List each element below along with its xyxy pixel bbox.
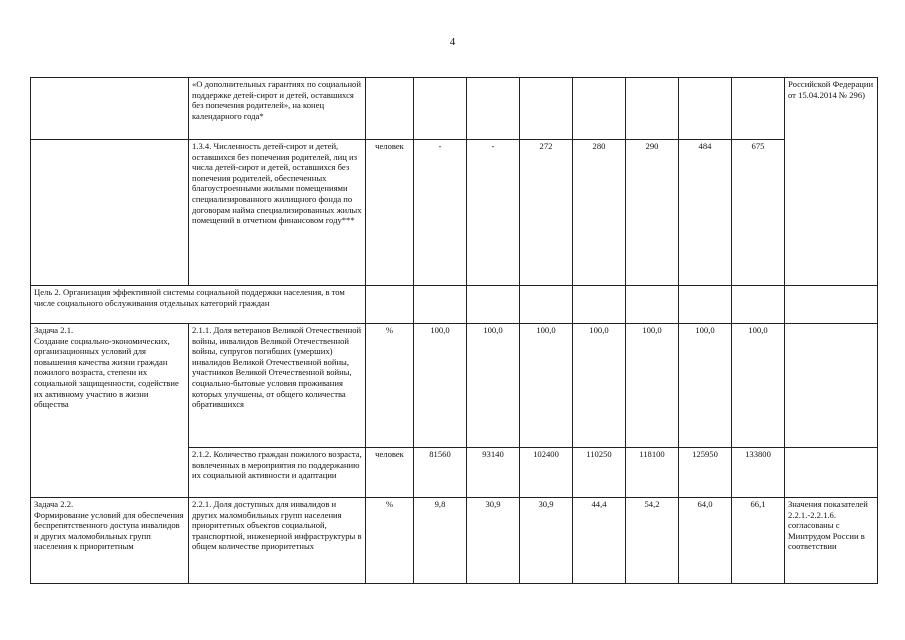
value-cell: 100,0 — [679, 324, 732, 448]
value-cell: 44,4 — [573, 498, 626, 584]
value-cell: 675 — [732, 140, 785, 286]
value-cell: 100,0 — [467, 324, 520, 448]
unit-cell: человек — [366, 448, 414, 498]
indicators-table — [30, 77, 878, 584]
unit-cell: % — [366, 498, 414, 584]
value-cell: 66,1 — [732, 498, 785, 584]
indicator-cell: 1.3.4. Численность детей-сирот и детей, оставшихся без попечения родителей, лиц из числа детей-сирот и детей, оставшихся без попечения родителей, обеспеченных благоустроенными жилыми помещениями специализированного жилищного фонда по договорам найма специализированных жилых помещений в отчетном финансовом году*** — [189, 140, 366, 286]
value-cell: 54,2 — [626, 498, 679, 584]
empty-cell — [573, 286, 626, 324]
indicator-cell: 2.1.1. Доля ветеранов Великой Отечественной войны, инвалидов Великой Отечественной войны, супругов погибших (умерших) инвалидов Великой Отечественной войны, участников Великой Отечественной войны, социально-бытовые условия проживания которых улучшены, от общего количества обратившихся — [189, 324, 366, 448]
task-cell — [31, 140, 189, 286]
value-cell — [732, 78, 785, 140]
unit-cell — [366, 78, 414, 140]
unit-cell: человек — [366, 140, 414, 286]
table-row — [31, 286, 878, 324]
task-cell: Задача 2.2. Формирование условий для обеспечения беспрепятственного доступа инвалидов и других маломобильных групп населения к приоритетным — [31, 498, 189, 584]
value-cell: 100,0 — [626, 324, 679, 448]
goal-cell: Цель 2. Организация эффективной системы социальной поддержки населения, в том числе социального обслуживания отдельных категорий граждан — [31, 286, 366, 324]
value-cell — [414, 78, 467, 140]
empty-cell — [467, 286, 520, 324]
value-cell: 100,0 — [414, 324, 467, 448]
table-row — [31, 324, 878, 448]
note-cell: Российской Федерации от 15.04.2014 № 296) — [785, 78, 878, 286]
value-cell: 81560 — [414, 448, 467, 498]
indicator-cell: 2.1.2. Количество граждан пожилого возраста, вовлеченных в мероприятия по поддержанию их социальной активности и адаптации — [189, 448, 366, 498]
value-cell: 9,8 — [414, 498, 467, 584]
value-cell: 102400 — [520, 448, 573, 498]
note-cell: Значения показателей 2.2.1.-2.2.1.6. согласованы с Минтрудом России в соответствии — [785, 498, 878, 584]
value-cell: 30,9 — [467, 498, 520, 584]
value-cell: 93140 — [467, 448, 520, 498]
indicator-cell: 2.2.1. Доля доступных для инвалидов и других маломобильных групп населения приоритетных объектов социальной, транспортной, инженерной инфраструктуры в общем количестве приоритетных — [189, 498, 366, 584]
table-row — [31, 78, 878, 140]
value-cell: 118100 — [626, 448, 679, 498]
value-cell: 125950 — [679, 448, 732, 498]
value-cell — [467, 78, 520, 140]
value-cell: 30,9 — [520, 498, 573, 584]
value-cell: 484 — [679, 140, 732, 286]
note-cell — [785, 324, 878, 448]
empty-cell — [520, 286, 573, 324]
note-cell — [785, 448, 878, 498]
empty-cell — [366, 286, 414, 324]
empty-cell — [785, 286, 878, 324]
value-cell: 272 — [520, 140, 573, 286]
unit-cell: % — [366, 324, 414, 448]
value-cell: 133800 — [732, 448, 785, 498]
value-cell — [679, 78, 732, 140]
value-cell: 64,0 — [679, 498, 732, 584]
value-cell: 290 — [626, 140, 679, 286]
value-cell: 100,0 — [732, 324, 785, 448]
table-row — [31, 498, 878, 584]
page-number: 4 — [449, 36, 456, 48]
task-cell: Задача 2.1. Создание социально-экономических, организационных условий для повышения качества жизни граждан пожилого возраста, степени их социальной защищенности, содействие их активному участию в жизни общества — [31, 324, 189, 498]
empty-cell — [732, 286, 785, 324]
empty-cell — [679, 286, 732, 324]
value-cell — [573, 78, 626, 140]
table-row — [31, 140, 878, 286]
value-cell: - — [467, 140, 520, 286]
value-cell: 100,0 — [573, 324, 626, 448]
value-cell — [520, 78, 573, 140]
empty-cell — [626, 286, 679, 324]
empty-cell — [414, 286, 467, 324]
value-cell: 100,0 — [520, 324, 573, 448]
value-cell: 110250 — [573, 448, 626, 498]
value-cell — [626, 78, 679, 140]
value-cell: - — [414, 140, 467, 286]
task-cell — [31, 78, 189, 140]
value-cell: 280 — [573, 140, 626, 286]
indicator-cell: «О дополнительных гарантиях по социальной поддержке детей-сирот и детей, оставшихся без попечения родителей», на конец календарного года* — [189, 78, 366, 140]
